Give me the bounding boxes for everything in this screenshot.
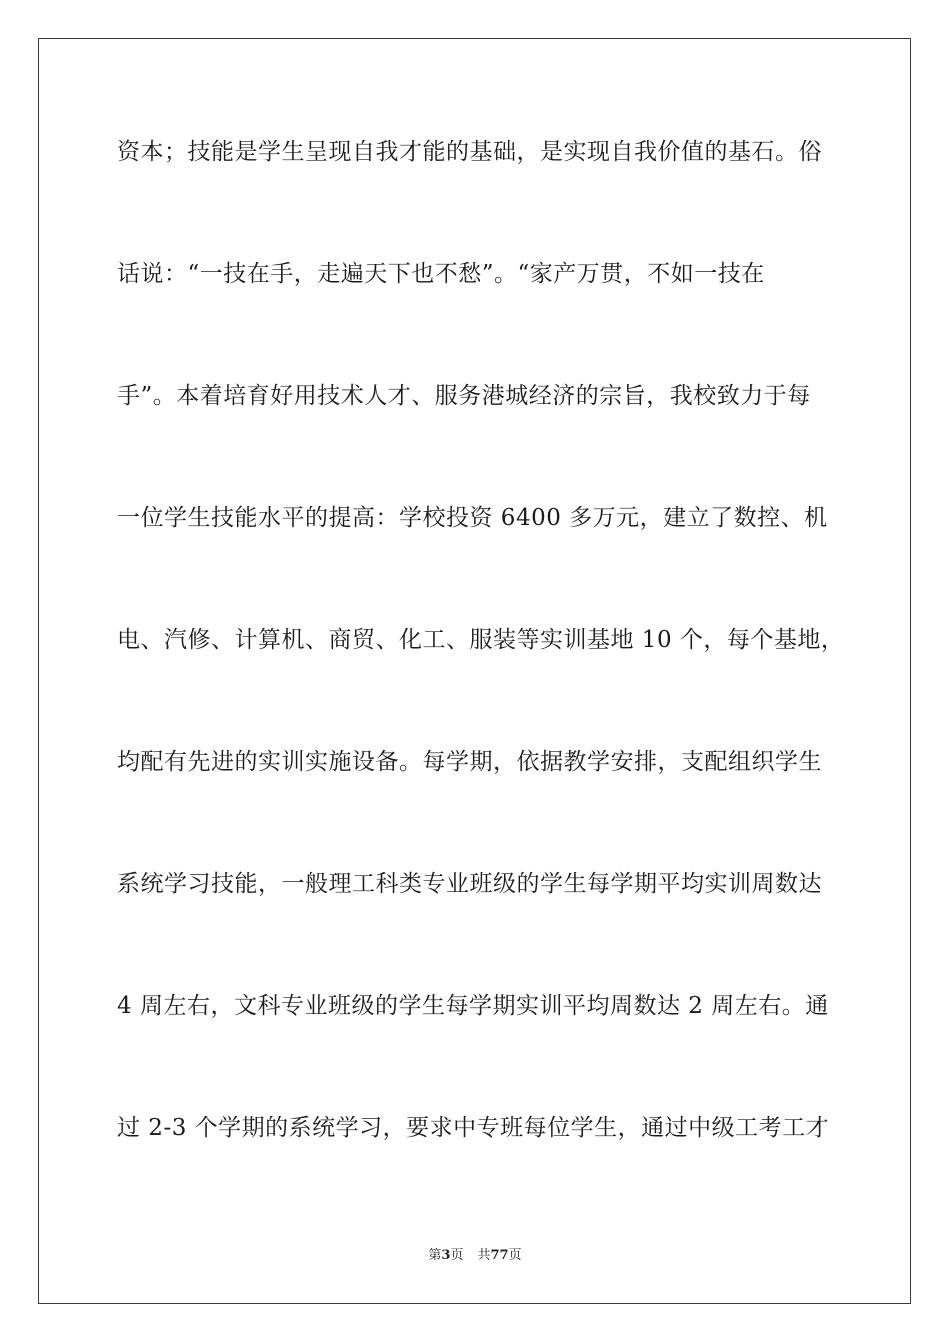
body-line-2: 话说：“一技在手，走遍天下也不愁”。“家产万贯，不如一技在 xyxy=(117,261,765,287)
body-line-9: 过 2-3 个学期的系统学习，要求中专班每位学生，通过中级工考工才 xyxy=(117,1115,830,1141)
page-suffix: 页 xyxy=(450,1248,464,1263)
body-line-1: 资本；技能是学生呈现自我才能的基础，是实现自我价值的基石。俗 xyxy=(117,139,822,165)
page-prefix: 第 xyxy=(428,1248,442,1263)
page-footer xyxy=(0,1247,950,1265)
body-line-3: 手”。本着培育好用技术人才、服务港城经济的宗旨，我校致力于每 xyxy=(117,383,811,409)
page-number: 3 xyxy=(441,1248,451,1263)
total-pages: 77 xyxy=(490,1248,509,1263)
body-line-6: 均配有先进的实训实施设备。每学期，依据教学安排，支配组织学生 xyxy=(117,749,822,775)
body-line-4: 一位学生技能水平的提高：学校投资 6400 多万元，建立了数控、机 xyxy=(117,505,828,531)
body-line-8: 4 周左右，文科专业班级的学生每学期实训平均周数达 2 周左右。通 xyxy=(117,993,829,1019)
total-prefix: 共 xyxy=(477,1248,491,1263)
body-line-7: 系统学习技能，一般理工科类专业班级的学生每学期平均实训周数达 xyxy=(117,871,822,897)
body-line-5: 电、汽修、计算机、商贸、化工、服装等实训基地 10 个，每个基地， xyxy=(117,627,845,653)
total-suffix: 页 xyxy=(508,1248,522,1263)
